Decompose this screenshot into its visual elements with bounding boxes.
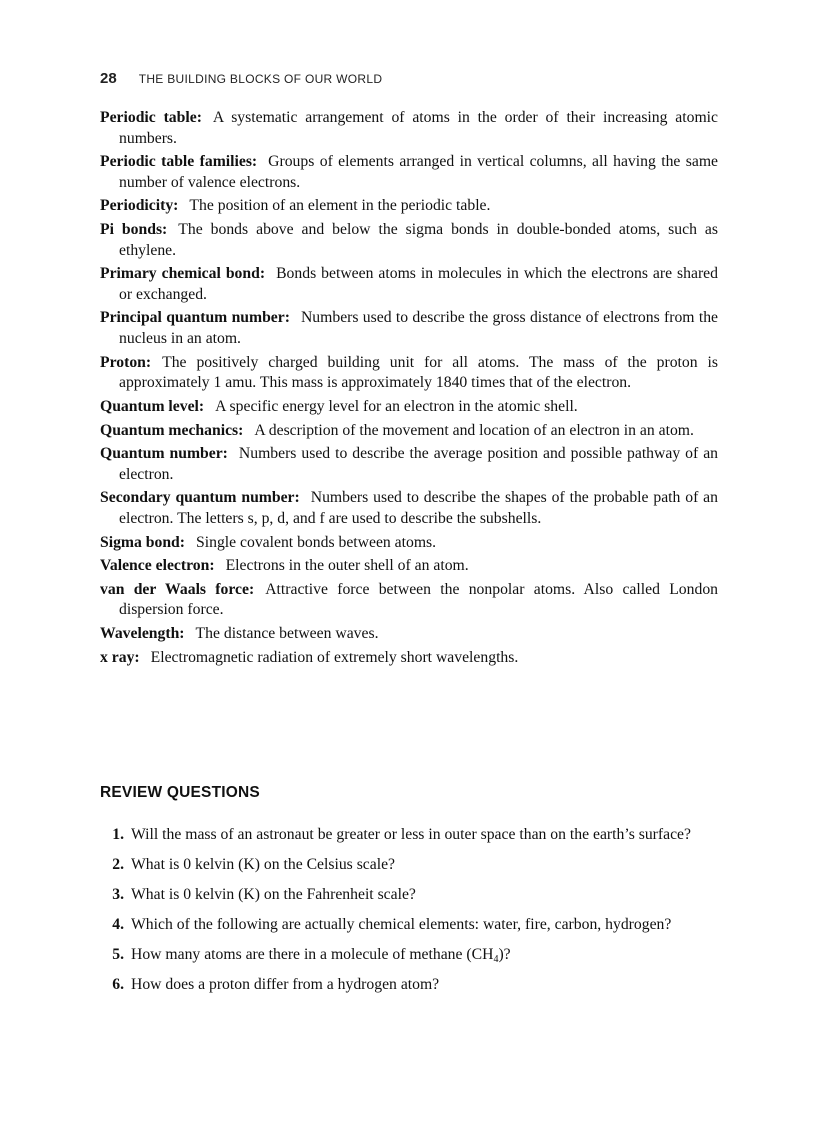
question-text-after: )? (498, 946, 511, 963)
glossary-definition: The bonds above and below the sigma bonds in double-bonded atoms, such as ethylene. (119, 221, 718, 259)
page-number: 28 (100, 70, 117, 87)
question-text (131, 946, 511, 963)
question-number: 5. (112, 946, 124, 963)
review-question (100, 824, 718, 845)
question-number: 3. (112, 886, 124, 903)
glossary-definition: The position of an element in the periodic table. (189, 197, 491, 215)
glossary-term: Periodic table: (100, 109, 202, 126)
question-text: What is 0 kelvin (K) on the Fahrenheit scale? (131, 886, 416, 903)
question-text: What is 0 kelvin (K) on the Celsius scale? (131, 856, 396, 873)
glossary-entry (100, 421, 718, 442)
question-text: Which of the following are actually chemical elements: water, fire, carbon, hydrogen? (131, 916, 672, 933)
question-number: 1. (112, 826, 124, 843)
glossary-definition: A description of the movement and location of an electron in an atom. (254, 421, 694, 439)
glossary-term: Pi bonds: (100, 221, 168, 239)
glossary-entry (100, 152, 718, 193)
glossary-entry (100, 196, 718, 217)
glossary-definition: The distance between waves. (195, 625, 379, 643)
glossary-definition: Single covalent bonds between atoms. (196, 533, 437, 551)
review-question (100, 914, 718, 935)
glossary-entry (100, 353, 718, 394)
glossary-definition: Numbers used to describe the gross distance of electrons from the nucleus in an atom. (119, 309, 719, 347)
review-question (100, 944, 718, 965)
review-questions-list (100, 824, 718, 1004)
review-question (100, 974, 718, 995)
question-number: 2. (112, 856, 124, 873)
glossary-entry (100, 556, 718, 577)
review-questions-heading: REVIEW QUESTIONS (100, 784, 260, 801)
glossary-term: Valence electron: (100, 557, 215, 575)
glossary-entry (100, 624, 718, 645)
glossary-entry (100, 648, 718, 669)
question-text-before: How many atoms are there in a molecule of methane (CH (131, 946, 494, 963)
glossary-definition: Attractive force between the nonpolar atoms. Also called London dispersion force. (119, 580, 719, 619)
running-header (100, 70, 718, 87)
review-question (100, 854, 718, 875)
running-title: THE BUILDING BLOCKS OF OUR WORLD (138, 72, 383, 86)
glossary-term: Quantum mechanics: (100, 421, 244, 439)
glossary-entry (100, 264, 718, 305)
glossary-entry (100, 444, 718, 485)
glossary-term: van der Waals force: (100, 580, 255, 598)
glossary-term: Secondary quantum number: (100, 489, 300, 507)
question-text: Will the mass of an astronaut be greater or less in outer space than on the earth’s surface? (131, 826, 691, 843)
glossary-definition: Numbers used to describe the shapes of the probable path of an electron. The letters s, p, d, and f are used to describe the subshells. (119, 489, 718, 527)
glossary-entry (100, 220, 718, 261)
question-number: 6. (112, 976, 124, 993)
glossary-term: Proton: (100, 353, 152, 371)
glossary-term: x ray: (100, 648, 140, 666)
glossary-entry (100, 580, 718, 621)
glossary-term: Principal quantum number: (100, 309, 290, 327)
glossary-term: Periodic table families: (100, 153, 258, 171)
question-text: How does a proton differ from a hydrogen atom? (131, 976, 440, 993)
glossary-entry (100, 108, 718, 149)
glossary-definition: A specific energy level for an electron in the atomic shell. (215, 397, 578, 415)
glossary-definition: Electrons in the outer shell of an atom. (225, 557, 469, 575)
glossary-term: Periodicity: (100, 197, 179, 215)
glossary-entry (100, 533, 718, 554)
glossary-definition: Bonds between atoms in molecules in which the electrons are shared or exchanged. (119, 265, 718, 303)
glossary-definition: The positively charged building unit for all atoms. The mass of the proton is approximately 1 amu. This mass is approximately 1840 times that of the electron. (119, 353, 718, 392)
glossary-entry (100, 488, 718, 529)
glossary-definition: Numbers used to describe the average position and possible pathway of an electron. (119, 445, 718, 483)
subscript: 4 (493, 954, 499, 965)
review-question (100, 884, 718, 905)
glossary-entry (100, 397, 718, 418)
question-number: 4. (112, 916, 124, 933)
glossary-term: Quantum number: (100, 445, 228, 463)
glossary-definition: Groups of elements arranged in vertical columns, all having the same number of valence electrons. (119, 153, 718, 191)
glossary-term: Sigma bond: (100, 533, 186, 551)
glossary-list (100, 108, 718, 672)
glossary-term: Primary chemical bond: (100, 265, 266, 283)
glossary-definition: Electromagnetic radiation of extremely short wavelengths. (150, 648, 519, 666)
glossary-term: Quantum level: (100, 397, 205, 415)
glossary-entry (100, 308, 718, 349)
glossary-definition: A systematic arrangement of atoms in the order of their increasing atomic numbers. (119, 109, 718, 147)
glossary-term: Wavelength: (100, 625, 185, 643)
